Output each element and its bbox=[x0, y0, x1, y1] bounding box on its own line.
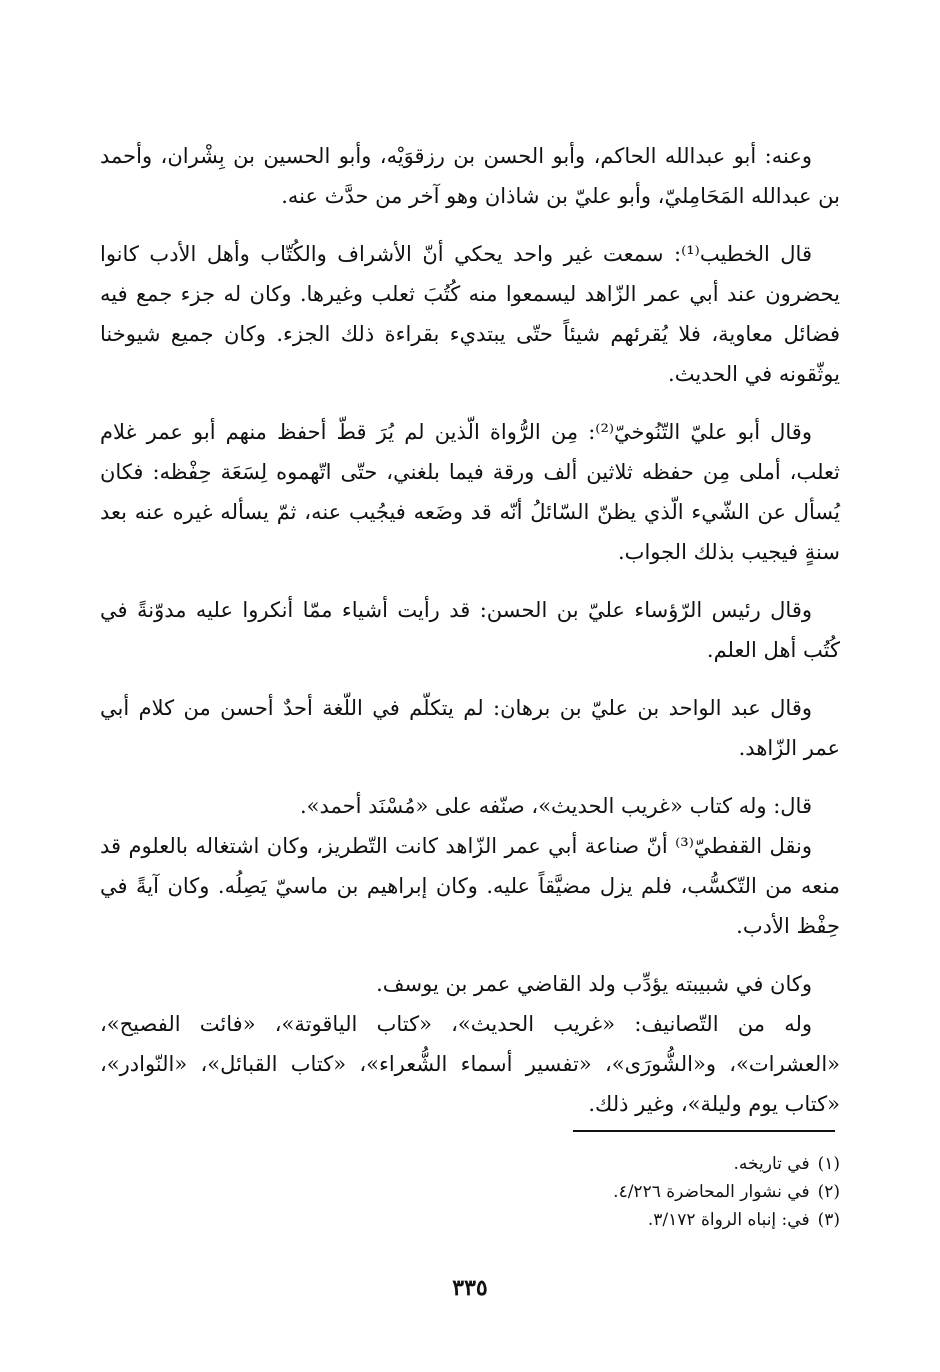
paragraph-text: وقال أبو عليّ التّنُوخيّ⁽²⁾: مِن الرُّواة الّذين لم يُرَ قطّ أحفظ منهم أبو عمر غلام ثعلب، أملى مِن حفظه ثلاثين ألف ورقة فيما بلغني، حتّى اتّهموه لِسَعَة حِفْظه: فكان يُسأل عن الشّيء الّذي يظنّ السّائلُ أنّه قد وضَعه فيجُيب عنه، ثمّ يسأله غيره عنه بعد سنةٍ فيجيب بذلك الجواب. bbox=[100, 420, 840, 564]
footnote-item bbox=[240, 1150, 840, 1178]
paragraph-text: قال الخطيب⁽¹⁾: سمعت غير واحد يحكي أنّ الأشراف والكُتّاب وأهل الأدب كانوا يحضرون عند أبي عمر الزّاهد ليسمعوا منه كُتُبَ ثعلب وغيرها. وكان له جزء جمع فيه فضائل معاوية، فلا يُقرئهم شيئاً حتّى يبتديء بقراءة ذلك الجزء. وكان جميع شيوخنا يوثّقونه في الحديث. bbox=[100, 242, 840, 386]
paragraph-text: قال: وله كتاب «غريب الحديث»، صنّفه على «مُسْنَد أحمد». bbox=[300, 794, 812, 818]
main-text bbox=[100, 136, 840, 1124]
paragraph-text: وقال عبد الواحد بن عليّ بن برهان: لم يتكلّم في اللّغة أحدٌ أحسن من كلام أبي عمر الزّاهد. bbox=[100, 696, 840, 760]
footnote-separator bbox=[573, 1130, 835, 1132]
paragraph-rais-quote bbox=[100, 590, 840, 670]
paragraph-text: وقال رئيس الرّؤساء عليّ بن الحسن: قد رأيت أشياء ممّا أنكروا عليه مدوّنةً في كُتُب أهل العلم. bbox=[100, 598, 840, 662]
footnote-text: في تاريخه. bbox=[733, 1154, 810, 1174]
paragraph-gharib-book bbox=[100, 786, 840, 826]
footnote-text: في نشوار المحاضرة ٤/٢٢٦. bbox=[613, 1182, 810, 1202]
footnote-item bbox=[240, 1178, 840, 1206]
footnote-number: (٣) bbox=[817, 1210, 840, 1230]
paragraph-qifti-quote bbox=[100, 826, 840, 946]
footnote-text: في: إنباه الرواة ٣/١٧٢. bbox=[647, 1210, 810, 1230]
paragraph-burhan-quote bbox=[100, 688, 840, 768]
paragraph-text: وعنه: أبو عبدالله الحاكم، وأبو الحسن بن رزقوَيْه، وأبو الحسين بن بِشْران، وأحمد بن عبدالله المَحَامِليّ، وأبو عليّ بن شاذان وهو آخر من حدَّث عنه. bbox=[100, 144, 840, 208]
footnote-number: (١) bbox=[817, 1154, 840, 1174]
paragraph-text: وكان في شبيبته يؤدِّب ولد القاضي عمر بن يوسف. bbox=[376, 972, 812, 996]
paragraph-khatib-quote bbox=[100, 234, 840, 394]
paragraph-works bbox=[100, 1004, 840, 1124]
paragraph-youth bbox=[100, 964, 840, 1004]
footnote-number: (٢) bbox=[817, 1182, 840, 1202]
footnote-item bbox=[240, 1206, 840, 1234]
footnotes bbox=[240, 1150, 840, 1234]
paragraph-narrators bbox=[100, 136, 840, 216]
paragraph-text: ونقل القفطيّ⁽³⁾ أنّ صناعة أبي عمر الزّاهد كانت التّطريز، وكان اشتغاله بالعلوم قد منعه من التّكسُّب، فلم يزل مضيَّقاً عليه. وكان إبراهيم بن ماسيّ يَصِلُه. وكان آيةً في حِفْظ الأدب. bbox=[100, 834, 840, 938]
paragraph-tanukhi-quote bbox=[100, 412, 840, 572]
page-number: ٣٣٥ bbox=[452, 1275, 488, 1301]
paragraph-text: وله من التّصانيف: «غريب الحديث»، «كتاب الياقوتة»، «فائت الفصيح»، «العشرات»، و«الشُّورَى»، «تفسير أسماء الشُّعراء»، «كتاب القبائل»، «النّوادر»، «كتاب يوم وليلة»، وغير ذلك. bbox=[100, 1012, 840, 1116]
